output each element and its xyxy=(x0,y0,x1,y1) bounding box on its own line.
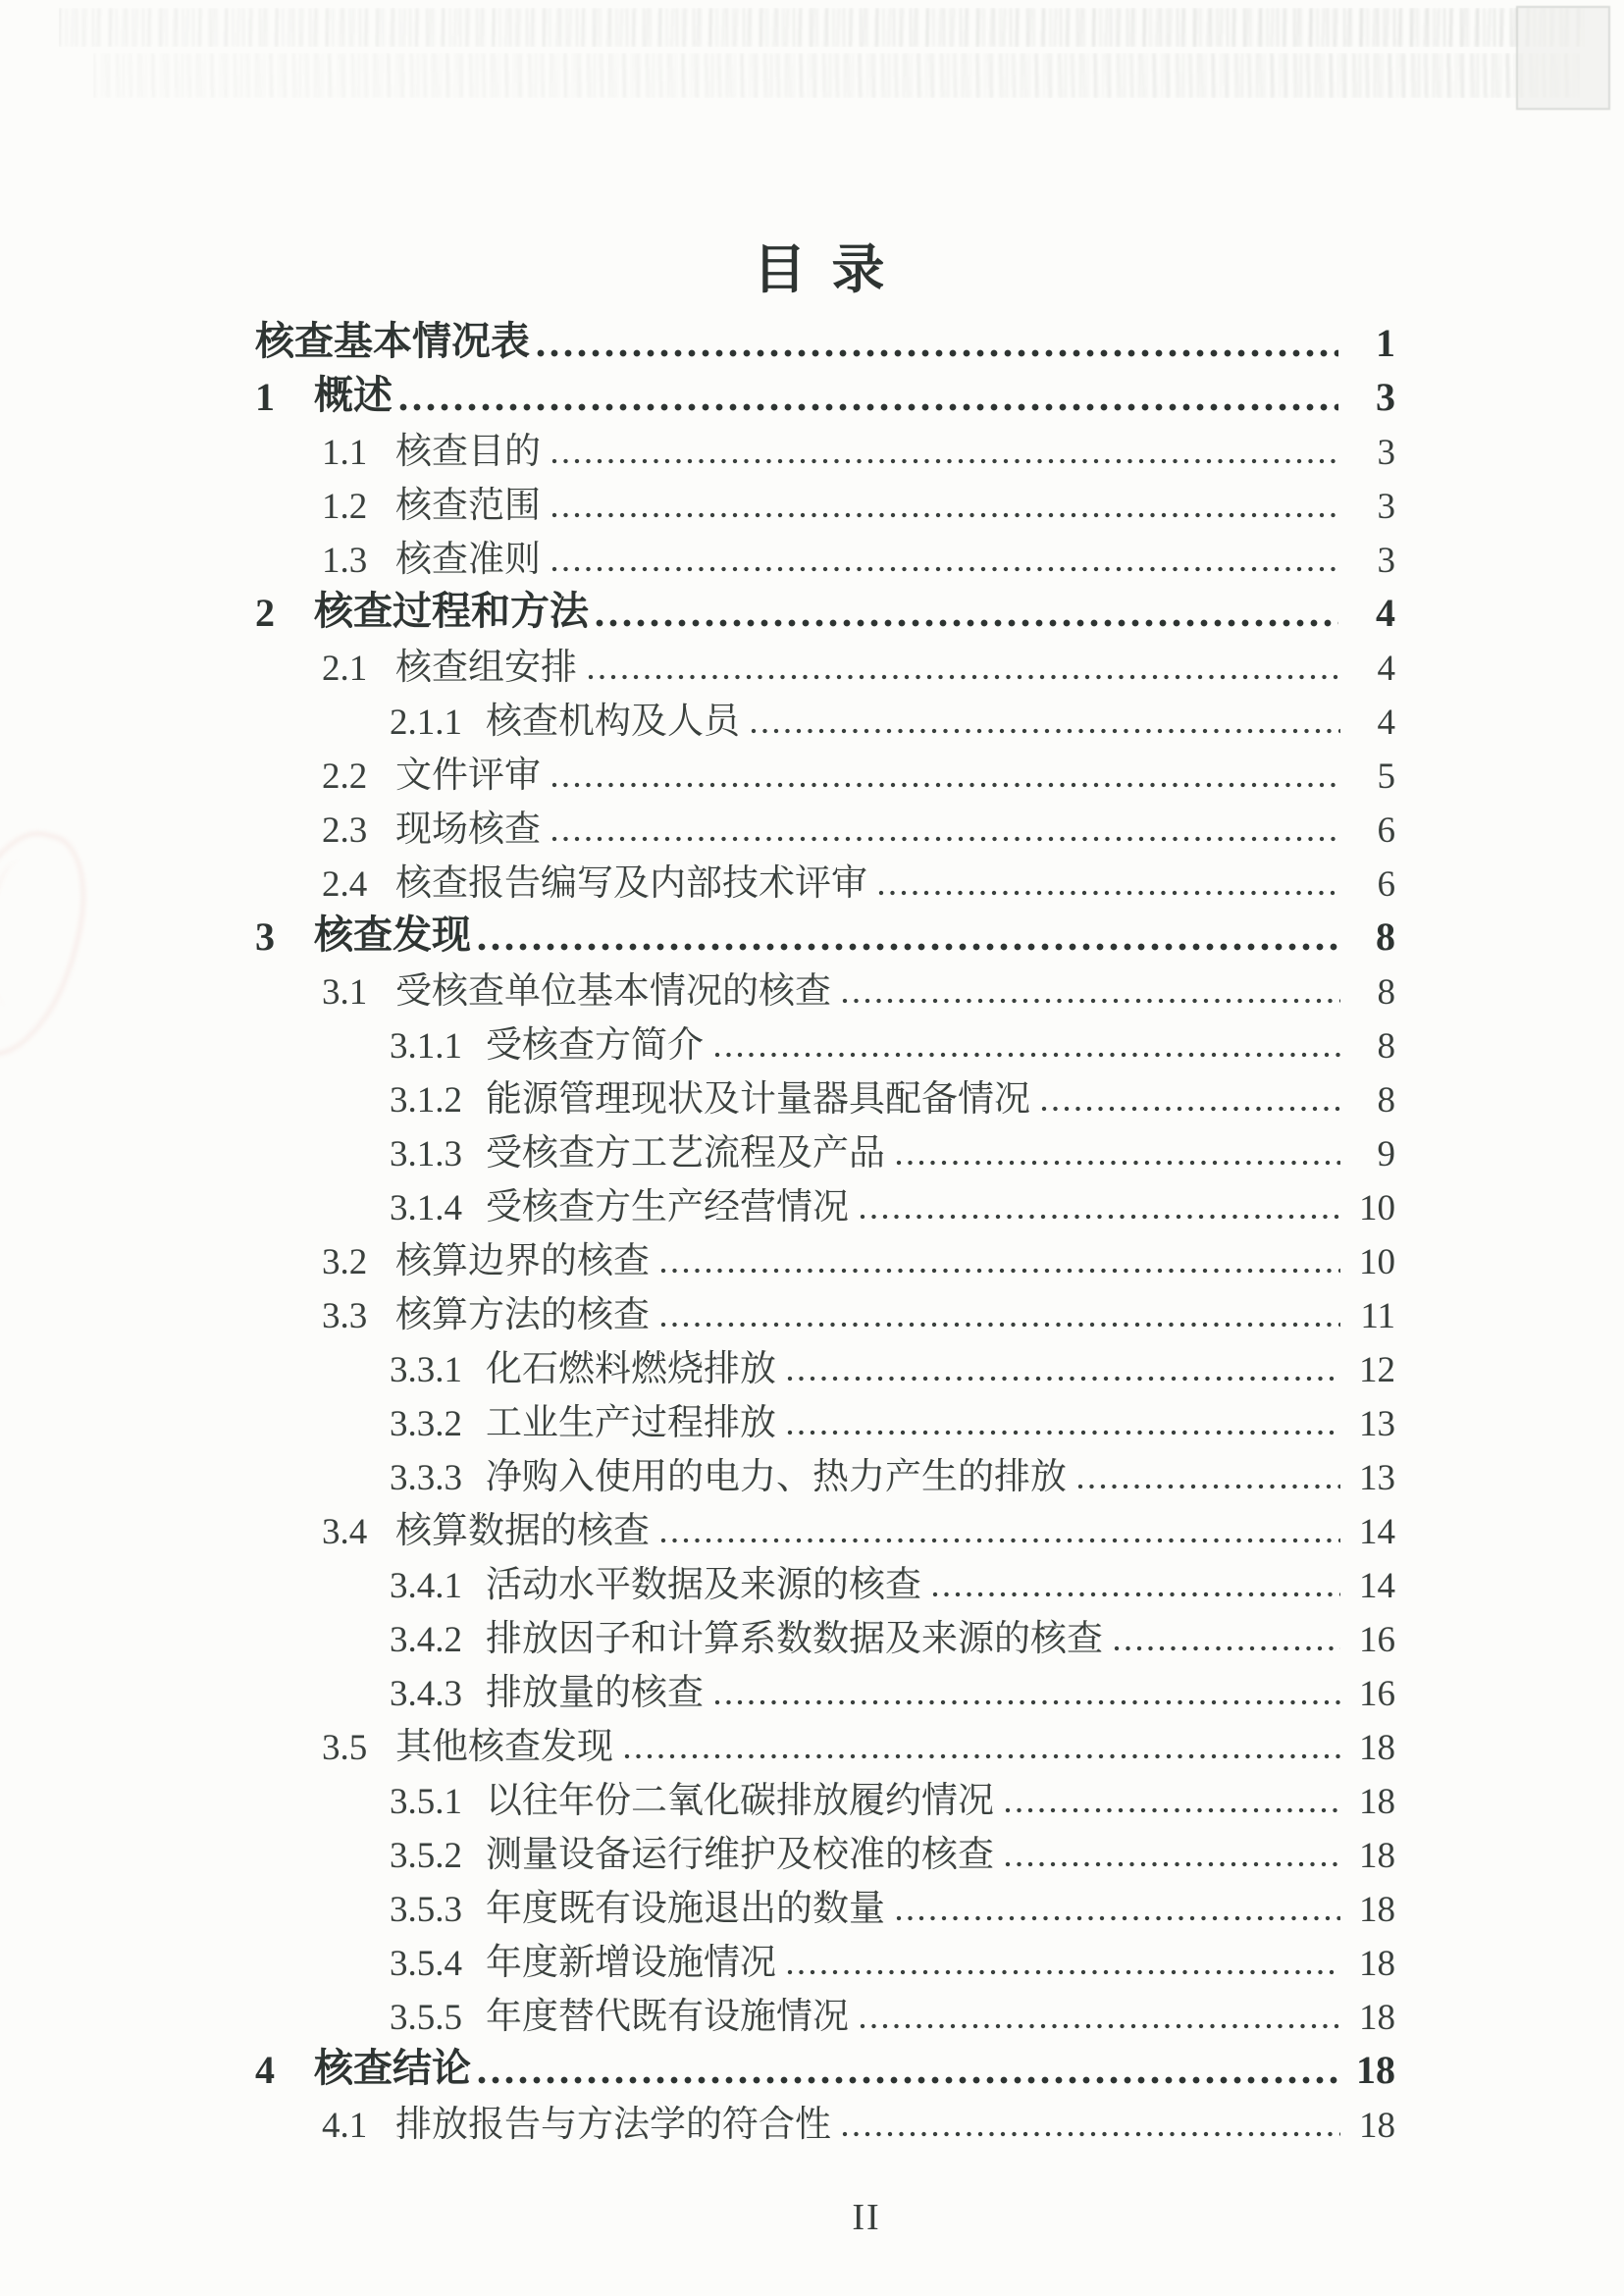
dot-leader xyxy=(1004,1860,1340,1868)
toc-entry-number: 2.1.1 xyxy=(390,703,462,743)
toc-entry xyxy=(247,1175,1395,1229)
toc-entry xyxy=(247,1122,1395,1175)
toc-entry-label: 现场核查 xyxy=(395,809,541,850)
toc-entry-page: 18 xyxy=(1359,1944,1395,1984)
toc-entry-number: 1.2 xyxy=(322,487,368,527)
toc-entry-page: 3 xyxy=(1377,541,1395,581)
toc-entry-number: 3.3.2 xyxy=(390,1404,462,1444)
toc-entry-number: 2.1 xyxy=(322,649,368,689)
toc-entry-label: 测量设备运行维护及校准的核查 xyxy=(486,1835,994,1875)
dot-leader xyxy=(841,2130,1340,2138)
dot-leader xyxy=(713,1051,1340,1059)
toc-entry-number: 1 xyxy=(255,375,275,419)
toc-entry-number: 3 xyxy=(255,914,275,959)
dot-leader xyxy=(595,618,1338,628)
toc-entry-number: 3.1.3 xyxy=(390,1134,462,1174)
toc-entry xyxy=(247,1931,1395,1985)
toc-entry-label: 受核查方生产经营情况 xyxy=(486,1187,849,1227)
scan-corner-artifact xyxy=(1516,6,1610,110)
toc-entry-page: 6 xyxy=(1377,810,1395,851)
toc-entry-label: 核查发现 xyxy=(314,913,471,957)
toc-entry-page: 12 xyxy=(1359,1350,1395,1390)
toc-entry-label: 化石燃料燃烧排放 xyxy=(486,1349,776,1389)
toc-entry-number: 3.1.4 xyxy=(390,1188,462,1228)
toc-entry xyxy=(247,798,1395,852)
toc-entry-label: 年度新增设施情况 xyxy=(486,1943,776,1983)
toc-entry xyxy=(247,2093,1395,2147)
toc-entry xyxy=(247,1985,1395,2039)
toc-entry-label: 能源管理现状及计量器具配备情况 xyxy=(486,1079,1030,1120)
toc-entry-page: 18 xyxy=(1359,1890,1395,1930)
toc-entry-page: 10 xyxy=(1359,1188,1395,1228)
toc-entry-number: 3.5.2 xyxy=(390,1836,462,1876)
toc-entry-number: 3.5.3 xyxy=(390,1890,462,1930)
toc-entry xyxy=(247,960,1395,1014)
stamp-artifact xyxy=(0,818,103,1070)
toc-entry-number: 3.4.3 xyxy=(390,1674,462,1714)
toc-entry-page: 5 xyxy=(1377,757,1395,797)
toc-entry xyxy=(247,1877,1395,1931)
dot-leader xyxy=(550,835,1340,843)
toc-entry-label: 核查目的 xyxy=(395,432,541,472)
dot-leader xyxy=(786,1968,1340,1976)
toc-entry-label: 受核查单位基本情况的核查 xyxy=(395,971,831,1012)
toc-entry-label: 概述 xyxy=(314,373,393,417)
dot-leader xyxy=(877,889,1340,897)
toc-entry-label: 受核查方工艺流程及产品 xyxy=(486,1133,885,1174)
dot-leader xyxy=(1113,1644,1340,1652)
toc-entry-page: 18 xyxy=(1359,1728,1395,1768)
toc-entry-page: 8 xyxy=(1377,1026,1395,1067)
toc-entry-page: 18 xyxy=(1359,1998,1395,2038)
toc-entry-label: 以往年份二氧化碳排放履约情况 xyxy=(486,1781,994,1821)
dot-leader xyxy=(895,1914,1340,1922)
toc-entry-label: 核查范围 xyxy=(395,486,541,526)
toc-entry-page: 10 xyxy=(1359,1242,1395,1282)
toc-entry-number: 3.5 xyxy=(322,1728,368,1768)
dot-leader xyxy=(550,781,1340,789)
toc-entry-label: 排放因子和计算系数数据及来源的核查 xyxy=(486,1619,1103,1659)
toc-entry xyxy=(247,312,1395,366)
dot-leader xyxy=(750,727,1340,735)
scan-noise-band xyxy=(59,8,1585,47)
dot-leader xyxy=(550,565,1340,573)
toc-entry-label: 排放量的核查 xyxy=(486,1673,704,1713)
toc-entry-number: 3.5.5 xyxy=(390,1998,462,2038)
toc-entry-page: 3 xyxy=(1377,487,1395,527)
toc-entry-label: 活动水平数据及来源的核查 xyxy=(486,1565,921,1605)
toc-entry-page: 18 xyxy=(1359,1782,1395,1822)
toc-entry-number: 2.3 xyxy=(322,810,368,851)
dot-leader xyxy=(841,997,1340,1005)
toc-entry-number: 3.2 xyxy=(322,1242,368,1282)
dot-leader xyxy=(1004,1806,1340,1814)
scan-noise-band xyxy=(93,53,1580,98)
toc-entry xyxy=(247,1607,1395,1661)
toc-entry-page: 1 xyxy=(1376,321,1395,365)
toc-entry xyxy=(247,1068,1395,1122)
toc-entry-label: 核查基本情况表 xyxy=(255,319,530,363)
dot-leader xyxy=(477,2075,1338,2085)
toc-entry-page: 18 xyxy=(1359,2106,1395,2146)
dot-leader xyxy=(859,1213,1340,1221)
toc-entry-number: 3.5.4 xyxy=(390,1944,462,1984)
toc-title: 目录 xyxy=(753,240,911,299)
dot-leader xyxy=(587,673,1340,681)
dot-leader xyxy=(931,1591,1340,1598)
toc-entry-label: 文件评审 xyxy=(395,756,541,796)
toc-entry-number: 3.3.3 xyxy=(390,1458,462,1498)
toc-entry xyxy=(247,1014,1395,1068)
toc-entry xyxy=(247,2039,1395,2093)
dot-leader xyxy=(550,511,1340,519)
toc-entry xyxy=(247,636,1395,690)
toc-entry-label: 工业生产过程排放 xyxy=(486,1403,776,1443)
toc-entry-number: 3.3 xyxy=(322,1296,368,1336)
toc-entry-number: 1.1 xyxy=(322,433,368,473)
toc-entry-number: 2.2 xyxy=(322,757,368,797)
toc-entry-number: 4.1 xyxy=(322,2106,368,2146)
toc-entry-number: 3.3.1 xyxy=(390,1350,462,1390)
toc-entry-label: 核查过程和方法 xyxy=(314,589,589,633)
toc-entry-label: 核算方法的核查 xyxy=(395,1295,650,1335)
toc-entry-label: 排放报告与方法学的符合性 xyxy=(395,2105,831,2145)
toc-entry-page: 16 xyxy=(1359,1674,1395,1714)
toc-entry-number: 2 xyxy=(255,591,275,635)
toc-entry-page: 18 xyxy=(1359,1836,1395,1876)
dot-leader xyxy=(398,402,1338,412)
dot-leader xyxy=(659,1537,1340,1544)
toc-entry-page: 3 xyxy=(1376,375,1395,419)
toc-entry-page: 18 xyxy=(1356,2048,1395,2092)
dot-leader xyxy=(895,1159,1340,1167)
toc-entry xyxy=(247,1823,1395,1877)
toc-entry-page: 8 xyxy=(1377,972,1395,1013)
toc-entry-page: 14 xyxy=(1359,1512,1395,1552)
toc-entry xyxy=(247,906,1395,960)
toc-entry-label: 核查准则 xyxy=(395,540,541,580)
toc-entry-page: 4 xyxy=(1377,649,1395,689)
toc-entry xyxy=(247,1499,1395,1553)
toc-entry-label: 年度既有设施退出的数量 xyxy=(486,1889,885,1929)
dot-leader xyxy=(659,1267,1340,1275)
dot-leader xyxy=(550,457,1340,465)
toc-entry-page: 8 xyxy=(1377,1080,1395,1121)
toc-entry-number: 3.4 xyxy=(322,1512,368,1552)
toc-entry-page: 8 xyxy=(1376,914,1395,959)
toc-entry-number: 2.4 xyxy=(322,864,368,905)
dot-leader xyxy=(786,1429,1340,1436)
table-of-contents xyxy=(247,312,1395,2147)
toc-entry-number: 3.4.2 xyxy=(390,1620,462,1660)
toc-entry-label: 净购入使用的电力、热力产生的排放 xyxy=(486,1457,1067,1497)
toc-entry-label: 年度替代既有设施情况 xyxy=(486,1997,849,2037)
toc-entry-number: 3.1 xyxy=(322,972,368,1013)
toc-entry xyxy=(247,1661,1395,1715)
toc-entry xyxy=(247,744,1395,798)
dot-leader xyxy=(786,1375,1340,1383)
dot-leader xyxy=(536,348,1338,358)
toc-entry xyxy=(247,1229,1395,1283)
toc-entry-page: 11 xyxy=(1360,1296,1395,1336)
toc-entry-page: 13 xyxy=(1359,1458,1395,1498)
toc-entry-label: 核算边界的核查 xyxy=(395,1241,650,1281)
toc-entry-page: 14 xyxy=(1359,1566,1395,1606)
dot-leader xyxy=(1076,1483,1340,1490)
toc-entry-page: 16 xyxy=(1359,1620,1395,1660)
toc-entry xyxy=(247,420,1395,474)
toc-entry-label: 受核查方简介 xyxy=(486,1025,704,1066)
toc-entry-number: 3.1.2 xyxy=(390,1080,462,1121)
dot-leader xyxy=(859,2022,1340,2030)
toc-entry xyxy=(247,474,1395,528)
dot-leader xyxy=(1040,1105,1340,1113)
toc-entry xyxy=(247,690,1395,744)
toc-entry-label: 核查组安排 xyxy=(395,648,577,688)
page-number-footer: II xyxy=(852,2197,881,2238)
toc-entry-page: 9 xyxy=(1377,1134,1395,1174)
toc-entry xyxy=(247,582,1395,636)
toc-entry xyxy=(247,1715,1395,1769)
toc-entry-number: 3.1.1 xyxy=(390,1026,462,1067)
dot-leader xyxy=(659,1321,1340,1329)
toc-entry xyxy=(247,1337,1395,1391)
dot-leader xyxy=(713,1698,1340,1706)
toc-entry-label: 核查结论 xyxy=(314,2046,471,2090)
toc-entry-page: 6 xyxy=(1377,864,1395,905)
toc-entry-label: 其他核查发现 xyxy=(395,1727,613,1767)
toc-entry-label: 核算数据的核查 xyxy=(395,1511,650,1551)
toc-entry-number: 4 xyxy=(255,2048,275,2092)
toc-entry-page: 4 xyxy=(1376,591,1395,635)
toc-entry xyxy=(247,852,1395,906)
toc-entry-number: 3.4.1 xyxy=(390,1566,462,1606)
dot-leader xyxy=(623,1752,1340,1760)
dot-leader xyxy=(477,942,1338,952)
toc-entry-page: 13 xyxy=(1359,1404,1395,1444)
toc-entry xyxy=(247,528,1395,582)
toc-entry xyxy=(247,1283,1395,1337)
toc-entry xyxy=(247,366,1395,420)
toc-entry xyxy=(247,1445,1395,1499)
toc-entry-label: 核查机构及人员 xyxy=(486,702,740,742)
toc-entry xyxy=(247,1769,1395,1823)
toc-entry xyxy=(247,1553,1395,1607)
toc-entry xyxy=(247,1391,1395,1445)
toc-entry-page: 3 xyxy=(1377,433,1395,473)
toc-entry-label: 核查报告编写及内部技术评审 xyxy=(395,863,867,904)
toc-entry-number: 1.3 xyxy=(322,541,368,581)
toc-entry-number: 3.5.1 xyxy=(390,1782,462,1822)
toc-entry-page: 4 xyxy=(1377,703,1395,743)
